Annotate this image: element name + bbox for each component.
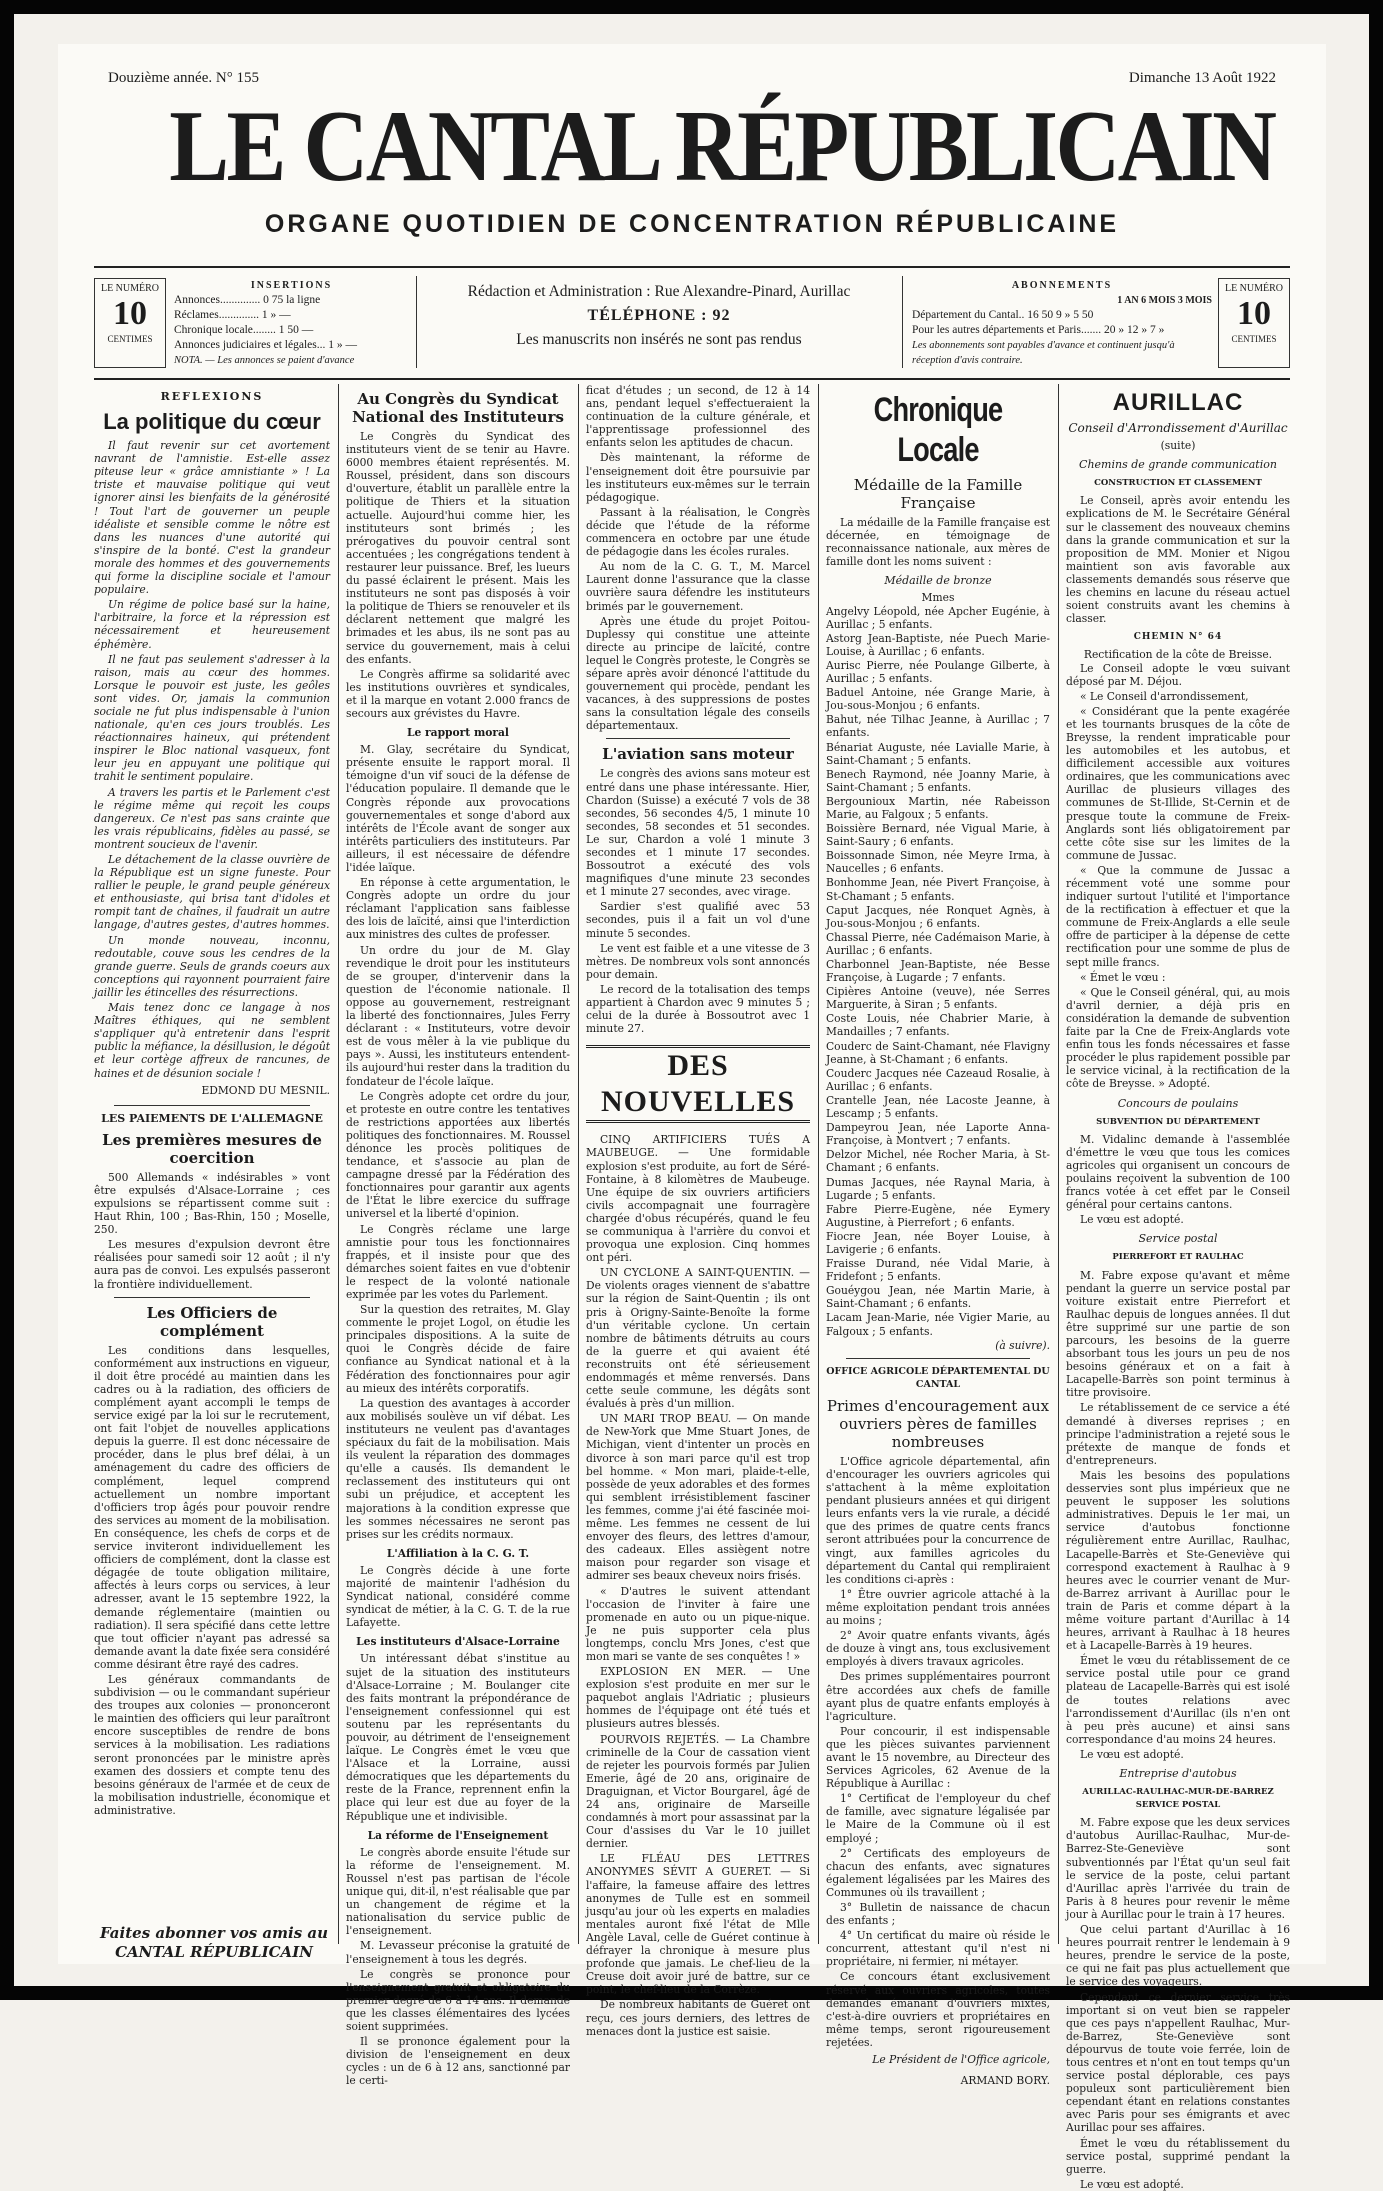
news-item: UN CYCLONE A SAINT-QUENTIN. — De violents orages viennent de s'abattre sur la région de Saint-Quentin ; ils ont pris à Origny-Sainte-Benoîte la forme d'un véritable cyclone. Un certain nombre de bâtiments détruits au cours de la guerre et qui avaient été reconstruits ont été sérieusement endommagés et même renversés. Dans cette seule commune, les dégâts sont évalués à près d'un million. xyxy=(586,1266,810,1411)
column-divider xyxy=(818,384,819,1944)
column-1 xyxy=(94,384,330,1864)
insertions-note: NOTA. — Les annonces se paient d'avance xyxy=(174,355,355,366)
to-be-continued: (à suivre). xyxy=(995,1338,1050,1352)
issue-number: Douzième année. N° 155 xyxy=(108,70,259,86)
article-kicker: LES PAIEMENTS DE L'ALLEMAGNE xyxy=(101,1111,323,1125)
newspaper-title: LE CANTAL RÉPUBLICAIN xyxy=(169,90,1275,203)
insertions-title: INSERTIONS xyxy=(250,280,333,291)
news-item: LE FLÉAU DES LETTRES ANONYMES SÉVIT A GUERET. — Si l'affaire, la fameuse affaire des lettres anonymes de Tulle est en sommeil jusqu'au jour où les experts en maladies mentales auront fixé l'état de Mlle Angèle Laval, celle de Guéret continue à défrayer la chronique à mesure plus profonde que jamais. Le chef-lieu de la Creuse doit avoir juré de battre, sur ce point, le chef-lieu de la Corrèze. xyxy=(586,1852,810,1997)
paragraph: Le Congrès du Syndicat des instituteurs vient de se tenir au Havre. 6000 membres étaient représentés. M. Roussel, président, dans son discours d'ouverture, établit un parallèle entre la politique de Thiers et la situation actuelle. Aujourd'hui comme hier, les instituteurs sont brimés ; les prérogatives du pouvoir central sont accentuées ; les congrégations tendent à restaurer leur puissance. Bref, les lueurs du passé éclairent le présent. Mais les instituteurs ne sont pas disposés à voir la politique de Thiers se renouveler et ils déclarent nettement que malgré les brimades et les abus, ils ne sont pas au service du gouvernement, mais à celui des enfants. xyxy=(346,430,570,666)
price-box-left xyxy=(94,278,166,368)
rate-line: Chronique locale........ 1 50 — xyxy=(174,324,314,336)
column-divider xyxy=(338,384,339,1944)
section-heading: Chemins de grande communication xyxy=(1079,458,1277,472)
paragraph: 2° Avoir quatre enfants vivants, âgés de douze à vingt ans, tous exclusivement employés à divers travaux agricoles. xyxy=(826,1629,1050,1669)
paragraph: Le Congrès réclame une large amnistie pour tous les fonctionnaires frappés, et il insiste pour que des démarches soient faites en vue d'obtenir le respect de la volonté nationale exprimée par les votes du Parlement. xyxy=(346,1222,570,1301)
insertions-rates xyxy=(174,278,409,368)
paragraph: 1° Être ouvrier agricole attaché à la même exploitation pendant trois années au moins ; xyxy=(826,1587,1050,1628)
paragraph: M. Levasseur préconise la gratuité de l'enseignement à tous les degrés. xyxy=(346,1939,570,1966)
paragraph: « Que le Conseil général, qui, au mois d'avril dernier, a déjà pris en considération la demande de subvention faite par la Cne de Freix-Anglards vote enfin tous les fonds nécessaires et fasse procéder le plus rapidement possible par le service vicinal, à la rectification de la côte de Breysse. » Adopté. xyxy=(1066,985,1290,1091)
paragraph: Émet le vœu du rétablissement du service postal, supprimé pendant la guerre. xyxy=(1066,2136,1290,2176)
paragraph: « Considérant que la pente exagérée et les tournants brusques de la côte de Breysse, la rendent impraticable pour les automobiles et les autobus, et difficilement accessible aux voitures ordinaires, que les communications avec Aurillac de plusieurs villages des communes de St-Illide, St-Cernin et de presque toute la commune de Freix-Anglards sont liés obligatoirement par cette côte sise sur les limites de la commune de Jussac. xyxy=(1066,704,1290,862)
column-5 xyxy=(1066,384,1290,2191)
paragraph: Sardier s'est qualifié avec 53 secondes, puis il a fait un vol d'une minute 5 secondes. xyxy=(586,900,810,940)
paragraph: Après une étude du projet Poitou-Duplessy qui constitue une atteinte directe au principe de laïcité, contre lequel le Congrès proteste, le Congrès se sépare après avoir dénoncé l'attitude du gouvernement qui procède, pendant les vacances, à des suppressions de postes sans la consultation légale des conseils départementaux. xyxy=(586,614,810,733)
section-subheading: CONSTRUCTION ET CLASSEMENT xyxy=(1094,478,1262,489)
column-divider xyxy=(1058,384,1059,1944)
list-item: Aurisc Pierre, née Poulange Gilberte, à Aurillac ; 5 enfants. xyxy=(826,658,1050,686)
list-item: Bonhomme Jean, née Pivert Françoise, à St-Chamant ; 5 enfants. xyxy=(826,876,1050,903)
subscriptions-note: Les abonnements sont payables d'avance et continuent jusqu'à réception d'avis contraire. xyxy=(912,340,1175,366)
paragraph: Le congrès se prononce pour l'enseignement gratuit et obligatoire du premier degré de 6 à 14 ans. Il demande que les classes élémentaires des lycées soient supprimées. xyxy=(346,1967,570,2033)
news-heading: DES NOUVELLES xyxy=(586,1045,810,1123)
manuscripts-note: Les manuscrits non insérés ne sont pas rendus xyxy=(516,331,802,348)
paragraph: 4° Un certificat du maire où réside le concurrent, attestant qu'il n'est ni propriétaire, ni fermier, ni métayer. xyxy=(826,1929,1050,1969)
continued-label: (suite) xyxy=(1160,439,1196,453)
section-heading: CHEMIN N° 64 xyxy=(1133,632,1223,643)
paragraph: Un monde nouveau, inconnu, redoutable, couve sous les cendres de la grande guerre. Seuls de grands coeurs aux conceptions qui rayonnent pourraient faire jaillir les étincelles des résurrections. xyxy=(94,933,330,999)
paragraph: Le Conseil, après avoir entendu les explications de M. le Secrétaire Général sur le classement des nouveaux chemins dans la grande communication et sur la proposition de MM. Monier et Nigou maintient son avis favorable aux classements demandés sous réserve que les chemins en lacune du réseau actuel soient construits avant les chemins à classer. xyxy=(1066,494,1290,626)
price-label: LE NUMÉRO xyxy=(100,283,160,294)
list-item: Bahut, née Tilhac Jeanne, à Aurillac ; 7 enfants. xyxy=(826,713,1050,740)
info-divider xyxy=(902,276,903,368)
paragraph: La question des avantages à accorder aux mobilisés soulève un vif débat. Les instituteurs ne veulent pas d'avantages spéciaux du fait de la mobilisation. Mais ils veulent la réparation des dommages qu'elle a causés. Ils demandent le reclassement des instituteurs qui ont subi un préjudice, et acceptent les majorations à la condition expresse que les sommes nécessaires ne seront pas prises sur les crédits normaux. xyxy=(346,1396,570,1541)
rule-bottom xyxy=(94,378,1290,380)
paragraph: Les généraux commandants de subdivision — ou le commandant supérieur des troupes aux colonies — prononceront le maintien des officiers qui leur paraîtront encore susceptibles de rendre de bons services à la mobilisation. Les radiations seront prononcées par le ministre après examen des dossiers et compte tenu des besoins généraux de l'armée et de ceux de la mobilisation industrielle, économique et administrative. xyxy=(94,1672,330,1817)
paragraph: Les conditions dans lesquelles, conformément aux instructions en vigueur, il doit être procédé au maintien dans les cadres ou à la radiation, des officiers de complément ayant accompli le temps de service exigé par la loi sur le recrutement, ont fait l'objet de nouvelles applications depuis la guerre. Il est donc nécessaire de procéder, dans le plus bref délai, à un aménagement du cadre des officiers de complément, lequel comprend actuellement un nombre important d'officiers trop âgés pour pouvoir rendre des services au moment de la mobilisation. En conséquence, les chefs de corps et de service inviteront individuellement les officiers de complément, dont la classe est dégagée de toute obligation militaire, affectés à leurs corps ou services, à leur adresser, avant le 15 septembre 1922, la demande réglementaire (maintien ou radiation). Il sera spécifié dans cette lettre que tout officier n'ayant pas adressé sa demande avant la date fixée sera considéré comme désirant être rayé des cadres. xyxy=(94,1343,330,1671)
paragraph: A travers les partis et le Parlement c'est le régime même qui reçoit les coups dangereux. Ce n'est pas sans crainte que les vrais républicains, fidèles au passé, se montrent soucieux de l'avenir. xyxy=(94,785,330,851)
rate-line: Annonces.............. 0 75 la ligne xyxy=(174,294,321,306)
article-kicker: REFLEXIONS xyxy=(160,390,264,403)
paragraph: « Que la commune de Jussac a récemment voté une somme pour indiquer surtout l'utilité et l'importance de la rectification à effectuer et que la commune de Freix-Anglards a elle seule offre de participer à la dépense de cette rectification pour une somme de plus de sept mille francs. xyxy=(1066,863,1290,969)
paragraph: Le record de la totalisation des temps appartient à Chardon avec 9 minutes 5 ; celui de la durée à Bossoutrot avec 1 minute 27. xyxy=(586,982,810,1036)
section-subheading: SUBVENTION DU DÉPARTEMENT xyxy=(1096,1116,1260,1127)
info-divider xyxy=(416,276,417,368)
list-item: Gouéygou Jean, née Martin Marie, à Saint-Chamant ; 6 enfants. xyxy=(826,1284,1050,1311)
list-item: Lacam Jean-Marie, née Vigier Marie, au Falgoux ; 5 enfants. xyxy=(826,1311,1050,1338)
column-3 xyxy=(586,384,810,2038)
list-item: Baduel Antoine, née Grange Marie, à Jou-sous-Monjou ; 6 enfants. xyxy=(826,686,1050,713)
issue-line xyxy=(108,70,1276,88)
section-title: Chronique Locale xyxy=(873,391,1003,469)
section-heading: Concours de poulains xyxy=(1117,1096,1239,1110)
paragraph: Mais tenez donc ce langage à nos Maîtres éthiques, qui ne semblent s'appliquer qu'à entretenir dans l'esprit public la méfiance, la désillusion, le dégoût et leur cortège affreux de rancunes, de haines et de désunion sociale ! xyxy=(94,1001,330,1080)
column-divider xyxy=(578,384,579,1944)
paragraph: Des primes supplémentaires pourront être accordées aux chefs de famille ayant plus de quatre enfants employés à l'agriculture. xyxy=(826,1670,1050,1723)
paragraph: « Émet le vœu : xyxy=(1080,970,1166,984)
rate-line: Réclames.............. 1 » — xyxy=(174,309,291,321)
paragraph: Le vœu est adopté. xyxy=(1080,1213,1184,1227)
paragraph: Mais les besoins des populations desservies sont plus impérieux que ne peuvent le supposer les solutions administratives. Depuis le 1er mai, un service d'autobus fonctionne régulièrement entre Aurillac, Raulhac, Lacapelle-Barrès et Ste-Geneviève qui correspond exactement à Raulhac à 9 heures avec le courrier venant de Mur-de-Barrez arrivant à Aurillac pour le train de Paris et comme départ à la même voiture partant d'Aurillac à 14 heures, arrivant à Raulhac à 18 heures et à Lacapelle-Barrès à 19 heures. xyxy=(1066,1468,1290,1653)
news-item: CINQ ARTIFICIERS TUÉS A MAUBEUGE. — Une formidable explosion s'est produite, au fort de Séré-Fontaine, à 8 kilomètres de Maubeuge. Une équipe de six ouvriers artificiers civils accompagnait une fourragère chargée d'obus récupérés, quand le feu se communiqua à l'arrière du convoi et provoqua une explosion. Cinq hommes ont péri. xyxy=(586,1133,810,1265)
paragraph: Les mesures d'expulsion devront être réalisées pour samedi soir 12 août ; il n'y aura pas de convoi. Les expulsés passeront la frontière individuellement. xyxy=(94,1238,330,1291)
list-item: Boissière Bernard, née Vigual Marie, à Saint-Saury ; 6 enfants. xyxy=(826,822,1050,849)
separator xyxy=(114,1105,310,1106)
newspaper-page xyxy=(58,44,1326,2191)
paragraph: 2° Certificats des employeurs de chacun des enfants, avec signatures également légalisées par les Maires des Communes où ils travaillent ; xyxy=(826,1846,1050,1899)
section-heading: La réforme de l'Enseignement xyxy=(367,1828,549,1842)
section-heading: Entreprise d'autobus xyxy=(1119,1767,1237,1780)
paragraph: Le Conseil adopte le vœu suivant déposé par M. Déjou. xyxy=(1066,661,1290,688)
list-item: Dampeyrou Jean, née Laporte Anna-Françoise, à Montvert ; 7 enfants. xyxy=(826,1121,1050,1148)
article-title: L'aviation sans moteur xyxy=(602,745,794,764)
price-box-right xyxy=(1218,278,1290,368)
paragraph: Le détachement de la classe ouvrière de la République est un signe funeste. Pour rallier le peuple, le grand peuple généreux et enthousiaste, qui brisa tant d'idoles et rompit tant de chaînes, il faudrait un autre langage, d'autres gestes, d'autres hommes. xyxy=(94,853,330,932)
article-title: Au Congrès du Syndicat National des Instituteurs xyxy=(352,390,564,426)
list-item: Astorg Jean-Baptiste, née Puech Marie-Louise, à Aurillac ; 6 enfants. xyxy=(826,631,1050,658)
section-heading: Le rapport moral xyxy=(406,726,509,740)
paragraph: Le rétablissement de ce service a été demandé à diverses reprises ; en principe l'administration a rejeté sous le prétexte de manque de fonds et d'entrepreneurs. xyxy=(1066,1401,1290,1467)
paragraph: Que celui partant d'Aurillac à 16 heures pourrait rentrer le lendemain à 9 heures, prendre le service de la poste, ce qui ne fait pas plus actuellement que le service des voyageurs. xyxy=(1066,1923,1290,1989)
list-item: Delzor Michel, née Rocher Maria, à St-Chamant ; 6 enfants. xyxy=(826,1148,1050,1175)
subscriptions-head: 1 AN 6 MOIS 3 MOIS xyxy=(1117,295,1212,306)
paragraph: Le Congrès adopte cet ordre du jour, et proteste en outre contre les tentatives de restrictions apportées aux libertés politiques des fonctionnaires. M. Roussel dénonce les procès politiques de tendance, et s'associe au plan de campagne dressé par la Fédération des fonctionnaires pour garantir aux agents de l'État le libre exercice du suffrage universel et la liberté d'opinion. xyxy=(346,1089,570,1221)
paragraph: Il ne faut pas seulement s'adresser à la raison, mais au cœur des hommes. Lorsque le pouvoir est juste, les geôles sont vides. Or, jamais la communion sociale ne fut plus indispensable à l'union nationale, qu'en ces jours troublés. Les réactionnaires haineux, qui prétendent inspirer le Bloc national vasqueux, font leur jeu en appuyant une politique qui trahit le sentiment populaire. xyxy=(94,652,330,784)
subscriptions-title: ABONNEMENTS xyxy=(1011,280,1113,291)
paragraph: Pour concourir, il est indispensable que les pièces suivantes parviennent avant le 15 novembre, au Directeur des Services Agricoles, 62 Avenue de la République à Aurillac : xyxy=(826,1724,1050,1791)
paragraph: Sur la question des retraites, M. Glay commente le projet Logol, on étudie les principales dispositions. A la suite de quoi le Congrès décide de faire confiance au Syndicat national et à la Fédération des fonctionnaires pour agir au mieux des intérêts corporatifs. xyxy=(346,1303,570,1395)
telephone: TÉLÉPHONE : 92 xyxy=(587,307,731,324)
paragraph: La médaille de la Famille française est décernée, en témoignage de reconnaissance nationale, aux mères de famille dont les noms suivent : xyxy=(826,516,1050,569)
list-item: Fiocre Jean, née Boyer Louise, à Lavigerie ; 6 enfants. xyxy=(826,1229,1050,1256)
newspaper-subtitle: ORGANE QUOTIDIEN DE CONCENTRATION RÉPUBLICAINE xyxy=(264,210,1120,238)
separator xyxy=(114,1297,310,1298)
rule-top xyxy=(94,266,1290,268)
paragraph: M. Glay, secrétaire du Syndicat, présente ensuite le rapport moral. Il témoigne d'un vif souci de la défense de l'éducation populaire. Il demande que le Congrès réponde aux provocations gouvernementales et songe d'abord aux intérêts de l'École avant de songer aux intérêts particuliers des instituteurs. Par ailleurs, il est nécessaire de défendre l'idée laïque. xyxy=(346,743,570,874)
list-item: Boissonnade Simon, née Meyre Irma, à Naucelles ; 6 enfants. xyxy=(826,849,1050,876)
paragraph: Au nom de la C. G. T., M. Marcel Laurent donne l'assurance que la classe ouvrière saura défendre les instituteurs brimés par le gouvernement. xyxy=(586,560,810,613)
paragraph: Le Congrès décide à une forte majorité de maintenir l'adhésion du Syndicat national, considéré comme syndicat de métier, à la C. G. T. de la rue Lafayette. xyxy=(346,1563,570,1630)
signature-title: Le Président de l'Office agricole, xyxy=(872,2053,1050,2067)
issue-date: Dimanche 13 Août 1922 xyxy=(1128,70,1276,86)
list-item: Benech Raymond, née Joanny Marie, à Saint-Chamant ; 5 enfants. xyxy=(826,767,1050,794)
list-item: Charbonnel Jean-Baptiste, née Besse Françoise, à Lugarde ; 7 enfants. xyxy=(826,958,1050,985)
paragraph: En réponse à cette argumentation, le Congrès adopte un ordre du jour réclamant l'application sans faiblesse des lois de laïcité, ainsi que l'interdiction aux ministres des cultes de professer. xyxy=(346,876,570,942)
section-heading: Médaille de bronze xyxy=(884,574,992,588)
section-subheading: Rectification de la côte de Breisse. xyxy=(1083,648,1273,662)
paragraph: Émet le vœu du rétablissement de ce service postal utile pour ce grand plateau de Lacapelle-Barrès qui est isolé de toutes relations avec l'arrondissement d'Aurillac (ils n'en ont à peu près aucune) et ainsi sans correspondance d'au moins 24 heures. xyxy=(1066,1654,1290,1746)
redaction-address: Rédaction et Administration : Rue Alexandre-Pinard, Aurillac xyxy=(467,283,851,300)
news-item: UN MARI TROP BEAU. — On mande de New-York que Mme Stuart Jones, de Michigan, vient d'intenter un procès en divorce à son mari parce qu'il est trop bel homme. « Mon mari, plaide-t-elle, possède de yeux adorables et des formes qui semblent irrésistiblement fasciner les femmes, comme j'ai été fascinée moi-même. Les femmes ne cessent de lui envoyer des fleurs, des lettres d'amour, des cadeaux. Elles assiègent notre maison pour regarder son visage et admirer ses beaux cheveux noirs frisés. xyxy=(586,1412,810,1583)
separator xyxy=(606,738,790,739)
separator xyxy=(846,1358,1030,1359)
paragraph: M. Fabre expose qu'avant et même pendant la guerre un service postal par voiture existait entre Pierrefort et Raulhac depuis de longues années. Il dut être supprimé sur une partie de son parcours, les besoins de la guerre absorbant tous les jours un peu de nos besoins généraux et on a fait à Lacapelle-Barrès son point terminus à titre provisoire. xyxy=(1066,1268,1290,1400)
subscription-rates xyxy=(912,278,1212,368)
paragraph: 1° Certificat de l'employeur du chef de famille, avec signature légalisée par le Maire de la Commune où il est employé ; xyxy=(826,1792,1050,1845)
list-item: Cipières Antoine (veuve), née Serres Marguerite, à Siran ; 5 enfants. xyxy=(826,985,1050,1012)
paragraph: L'Office agricole départemental, afin d'encourager les ouvriers agricoles qui s'attachent à la même exploitation pendant plusieurs années et qui dirigent leurs enfants vers la vie rurale, a décidé que des primes de quatre cents francs seront attribuées pour la concurrence de vingt, aux familles agricoles du département du Cantal qui rempliraient les conditions ci-après : xyxy=(826,1454,1050,1586)
paragraph: Le congrès des avions sans moteur est entré dans une phase intéressante. Hier, Chardon (Suisse) a exécuté 7 vols de 38 secondes, 56 secondes 4/5, 1 minute 10 secondes, 58 secondes et 51 secondes. Le sur, Chardon a volé 1 minute 3 secondes et 1 minute 17 secondes. Bossoutrot a exécuté des vols magnifiques d'une minute 23 secondes et 1 minute 27 secondes, avec virage. xyxy=(586,767,810,899)
list-item: Fabre Pierre-Eugène, née Eymery Augustine, à Pierrefort ; 6 enfants. xyxy=(826,1202,1050,1229)
paragraph: Cependant ce dernier service très important si on veut bien se rappeler que ces pays n'appellent Raulhac, Mur-de-Barrez, Ste-Geneviève sont dépourvus de toute voie ferrée, loin de tous centres et n'ont en tout temps qu'un service postal déplorable, ces pays populeux sont particulièrement bien cependant étant en relations constantes avec Paris pour ses émigrants et avec Aurillac pour ses affaires. xyxy=(1066,1990,1290,2135)
article-title: Les premières mesures de coercition xyxy=(102,1130,322,1167)
article-title: Primes d'encouragement aux ouvriers pères de familles nombreuses xyxy=(826,1396,1050,1451)
info-bar xyxy=(94,272,1290,376)
list-item: Chassal Pierre, née Cadémaison Marie, à Aurillac ; 6 enfants. xyxy=(826,930,1050,957)
column-4 xyxy=(826,384,1050,2088)
signature: EDMOND DU MESNIL. xyxy=(201,1083,330,1097)
paragraph: Le congrès aborde ensuite l'étude sur la réforme de l'enseignement. M. Roussel n'est pas partisan de l'école unique qui, dit-il, n'est réalisable que par un changement de régime et la nationalisation du service public de l'enseignement. xyxy=(346,1845,570,1938)
section-subheading: PIERREFORT ET RAULHAC xyxy=(1112,1252,1244,1263)
list-item: Dumas Jacques, née Raynal Maria, à Lugarde ; 5 enfants. xyxy=(826,1175,1050,1202)
list-item: Fraisse Durand, née Vidal Marie, à Fridefont ; 5 enfants. xyxy=(826,1257,1050,1284)
subscription-line: Département du Cantal.. 16 50 9 » 5 50 xyxy=(912,309,1094,321)
list-label: Mmes xyxy=(921,591,955,605)
news-item: De nombreux habitants de Guéret ont reçu, ces jours derniers, des lettres de menaces dont la justice est saisie. xyxy=(586,1998,810,2038)
price-unit: CENTIMES xyxy=(1231,334,1277,344)
section-subheading: AURILLAC-RAULHAC-MUR-DE-BARREZ SERVICE POSTAL xyxy=(1082,1787,1274,1811)
signature: ARMAND BORY. xyxy=(960,2074,1050,2088)
paragraph: M. Fabre expose que les deux services d'autobus Aurillac-Raulhac, Mur-de-Barrez-Ste-Geneviève sont subventionnés par l'État qu'un seul fait le service de la poste, celui partant d'Aurillac après l'arrivée du train de Paris à 8 heures pour revenir le même jour à Aurillac pour le train à 17 heures. xyxy=(1066,1816,1290,1921)
paragraph: 500 Allemands « indésirables » vont être expulsés d'Alsace-Lorraine ; ces expulsions se répartissent comme suit : Haut Rhin, 100 ; Bas-Rhin, 150 ; Moselle, 250. xyxy=(94,1170,330,1237)
paragraph: ficat d'études ; un second, de 12 à 14 ans, pendant lequel s'effectueraient la continuation de la culture générale, et l'apprentissage professionnel des enfants selon les aptitudes de chacun. xyxy=(586,384,810,450)
news-item: « D'autres le suivent attendant l'occasion de l'inviter à faire une promenade en auto ou un pique-nique. Je ne puis supporter cela plus longtemps, conclu Mrs Jones, c'est que mon mari se vante de ses conquêtes ! » xyxy=(586,1584,810,1663)
news-item: EXPLOSION EN MER. — Une explosion s'est produite en mer sur le paquebot anglais l'Adriatic ; plusieurs hommes de l'équipage ont été tués et plusieurs autres blessés. xyxy=(586,1665,810,1731)
price-label: LE NUMÉRO xyxy=(1224,283,1284,294)
article-title: La politique du cœur xyxy=(103,409,321,435)
paragraph: Dès maintenant, la réforme de l'enseignement doit être poursuivie par les instituteurs eux-mêmes sur le terrain pédagogique. xyxy=(586,451,810,504)
paragraph: Un régime de police basé sur la haine, l'arbitraire, la force et la répression est nécessairement et heureusement éphémère. xyxy=(94,598,330,651)
paragraph: 3° Bulletin de naissance de chacun des enfants ; xyxy=(826,1901,1050,1928)
rate-line: Annonces judiciaires et légales... 1 » — xyxy=(174,339,357,351)
paragraph: Passant à la réalisation, le Congrès décide que l'étude de la réforme commencera en octobre par une étude de pédagogie dans les écoles rurales. xyxy=(586,505,810,559)
paragraph: Le vœu est adopté. xyxy=(1080,2177,1184,2191)
list-item: Coste Louis, née Chabrier Marie, à Mandailles ; 7 enfants. xyxy=(826,1012,1050,1039)
paragraph: Il faut revenir sur cet avortement navrant de l'amnistie. Est-elle assez piteuse leur « grâce amnistiante » ! La triste et mauvaise politique qui veut ignorer ainsi les bienfaits de la générosité ! Tout l'art de gouverner un peuple idéaliste et sensible comme le nôtre est dans les nuances d'une autorité qui s'inspire de la bonté. C'est la grandeur morale des hommes et des gouvernements qui forme la discipline sociale et l'amour populaire. xyxy=(94,439,330,597)
article-title: Conseil d'Arrondissement d'Aurillac xyxy=(1068,421,1288,435)
paragraph: Il se prononce également pour la division de l'enseignement en deux cycles : un de 6 à 12 ans, sanctionné par le certi- xyxy=(346,2035,570,2088)
paragraph: « Le Conseil d'arrondissement, xyxy=(1080,689,1249,703)
paragraph: Un ordre du jour de M. Glay revendique le droit pour les instituteurs de se grouper, d'intervenir dans la question de l'économie nationale. Il oppose au gouvernement, restreignant la liberté des fonctionnaires, Jules Ferry déclarant : « Instituteurs, votre devoir est de vous mêler à la vie publique du pays ». Aussi, les instituteurs entendent-ils aujourd'hui rester dans la tradition du fondateur de l'école laïque. xyxy=(346,943,570,1088)
column-2 xyxy=(346,384,570,2088)
paragraph: Le vœu est adopté. xyxy=(1080,1747,1184,1761)
list-item: Caput Jacques, née Ronquet Agnès, à Jou-sous-Monjou ; 6 enfants. xyxy=(826,903,1050,930)
list-item: Crantelle Jean, née Lacoste Jeanne, à Lescamp ; 5 enfants. xyxy=(826,1093,1050,1121)
subscription-line: Pour les autres départements et Paris....... 20 » 12 » 7 » xyxy=(912,324,1165,336)
section-title: AURILLAC xyxy=(1112,389,1244,416)
redaction-block xyxy=(424,280,894,352)
article-title: Médaille de la Famille Française xyxy=(853,476,1023,512)
list-item: Bénariat Auguste, née Lavialle Marie, à Saint-Chamant ; 5 enfants. xyxy=(826,740,1050,767)
article-kicker: OFFICE AGRICOLE DÉPARTEMENTAL DU CANTAL xyxy=(826,1365,1050,1390)
price-unit: CENTIMES xyxy=(107,334,153,344)
paragraph: M. Vidalinc demande à l'assemblée d'émettre le vœu que tous les comices agricoles qui organisent un concours de poulains reçoivent la subvention de 100 francs votée à cet effet par le Conseil général pour certains cantons. xyxy=(1066,1132,1290,1212)
paragraph: Le vent est faible et a une vitesse de 3 mètres. De nombreux vols sont annoncés pour demain. xyxy=(586,941,810,981)
price-value: 10 xyxy=(1237,295,1271,332)
paragraph: Un intéressant débat s'institue au sujet de la situation des instituteurs d'Alsace-Lorraine ; M. Boulanger cite des faits montrant la prépondérance de l'enseignement confessionnel qui est soutenu par les représentants du pouvoir, au détriment de l'enseignement laïque. Le Congrès émet le vœu que l'Alsace et la Lorraine, aussi démocratiques que les départements du reste de la France, reprennent enfin la place qui leur est due au foyer de la République une et indivisible. xyxy=(346,1652,570,1823)
article-title: Les Officiers de complément xyxy=(146,1303,278,1340)
list-item: Couderc Jacques née Cazeaud Rosalie, à Aurillac ; 6 enfants. xyxy=(826,1066,1050,1093)
section-heading: Service postal xyxy=(1138,1232,1218,1246)
subscription-ad: Faites abonner vos amis au CANTAL RÉPUBLICAIN xyxy=(99,1924,329,1961)
list-item: Couderc de Saint-Chamant, née Flavigny Jeanne, à St-Chamant ; 6 enfants. xyxy=(826,1039,1050,1066)
list-item: Angelvy Léopold, née Apcher Eugénie, à Aurillac ; 5 enfants. xyxy=(826,604,1050,631)
section-heading: Les instituteurs d'Alsace-Lorraine xyxy=(356,1635,560,1649)
section-heading: L'Affiliation à la C. G. T. xyxy=(386,1546,530,1560)
paragraph: Ce concours étant exclusivement réservé aux ouvriers agricoles, toutes demandes émanant d'ouvriers mixtes, c'est-à-dire ouvriers et propriétaires en même temps, seront rigoureusement rejetées. xyxy=(826,1970,1050,2049)
price-value: 10 xyxy=(113,295,147,332)
list-item: Bergounioux Martin, née Rabeisson Marie, au Falgoux ; 5 enfants. xyxy=(826,794,1050,821)
news-item: POURVOIS REJETÉS. — La Chambre criminelle de la Cour de cassation vient de rejeter les pourvois formés par Julien Emerie, âgé de 20 ans, originaire de Draguignan, et Victor Bourgarel, âgé de 24 ans, originaire de Marseille condamnés à mort pour assassinat par la Cour d'assises du Var le 10 juillet dernier. xyxy=(586,1732,810,1851)
paragraph: Le Congrès affirme sa solidarité avec les institutions ouvrières et syndicales, et il la marque en votant 2.000 francs de secours aux grévistes du Havre. xyxy=(346,667,570,720)
